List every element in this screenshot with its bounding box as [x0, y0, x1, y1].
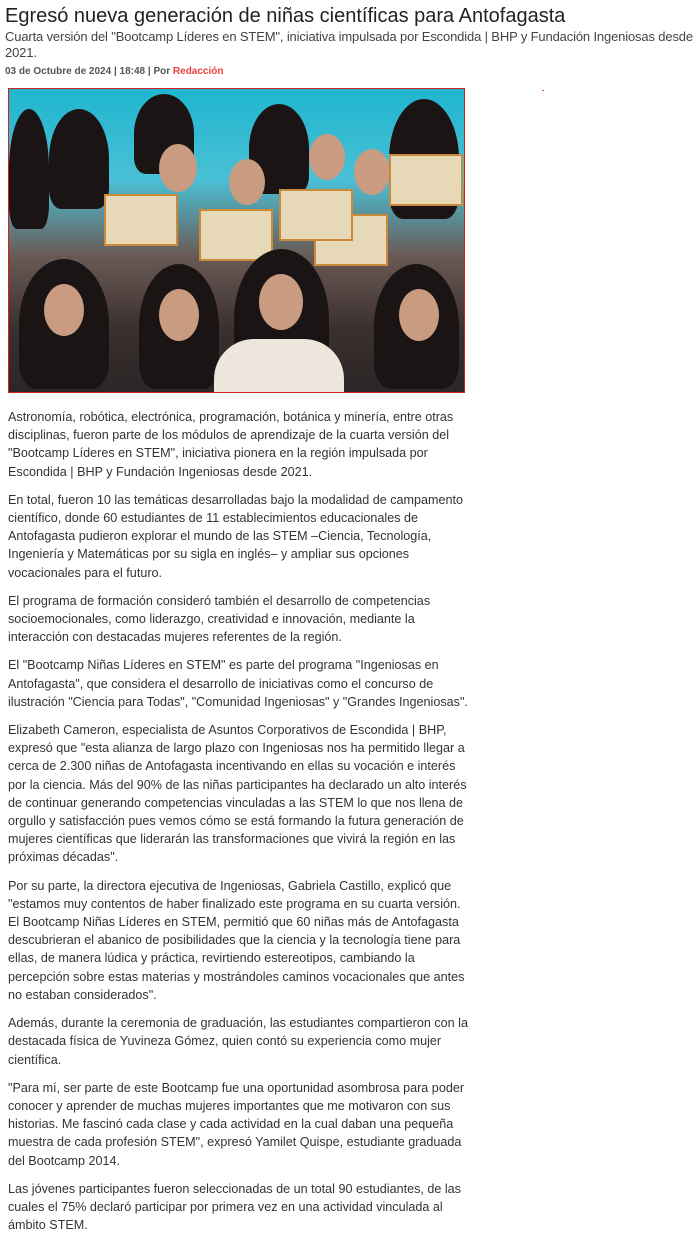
paragraph: En total, fueron 10 las temáticas desarrolladas bajo la modalidad de campamento científico, donde 60 estudiantes de 11 establecimientos educacionales de Antofagasta pudieron explorar el mundo de las STEM –Ciencia, Tecnología, Ingeniería y Matemáticas por su sigla en inglés– y ampliar sus opciones vocacionales para el futuro.	[8, 492, 464, 580]
paragraph: Por su parte, la directora ejecutiva de Ingeniosas, Gabriela Castillo, explicó que "estamos muy contentos de haber finalizado este programa en su cuarta versión. El Bootcamp Niñas Líderes en STEM, permitió que 60 niñas más de Antofagasta descubrieran el abanico de posibilidades que la ciencia y la tecnología tiene para ellas, de manera lúdica y práctica, revirtiendo estereotipos, cambiando la percepción sobre estas materias y mostrándoles caminos vocacionales que antes no estaban considerados".	[8, 878, 465, 1002]
publish-date: 03 de Octubre de 2024 | 18:48 | Por	[5, 66, 173, 77]
paragraph: Las jóvenes participantes fueron seleccionadas de un total 90 estudiantes, de las cuales el 75% declaró participar por primera vez en una actividad vinculada al ámbito STEM.	[8, 1181, 461, 1233]
paragraph: Elizabeth Cameron, especialista de Asuntos Corporativos de Escondida | BHP, expresó que "esta alianza de largo plazo con Ingeniosas nos ha permitido llegar a cerca de 2.300 niñas de Antofagasta incentivando en ellas su vocación e interés por la ciencia. Más del 90% de las niñas participantes ha declarado un alto interés de continuar generando competencias vinculadas a las STEM lo que nos llena de orgullo y satisfacción pues vemos cómo se está formando la futura generación de mujeres científicas que liderarán las transformaciones que vivirá la región en las próximas décadas".	[8, 723, 467, 865]
paragraph: Además, durante la ceremonia de graduación, las estudiantes compartieron con la destacada física de Yuvineza Gómez, quien contó su experiencia como mujer científica.	[8, 1016, 468, 1067]
article-subtitle: Cuarta versión del "Bootcamp Líderes en STEM", iniciativa impulsada por Escondida | BHP y Fundación Ingeniosas desde 2021.	[5, 29, 693, 60]
paragraph: Astronomía, robótica, electrónica, programación, botánica y minería, entre otras disciplinas, fueron parte de los módulos de aprendizaje de la cuarta versión del "Bootcamp Líderes en STEM", iniciativa pionera en la región impulsada por Escondida | BHP y Fundación Ingeniosas desde 2021.	[8, 410, 454, 479]
article-photo	[8, 88, 465, 393]
article-body	[8, 408, 468, 1244]
paragraph: El "Bootcamp Niñas Líderes en STEM" es parte del programa "Ingeniosas en Antofagasta", que considera el desarrollo de iniciativas como el concurso de ilustración "Ciencia para Todas", "Comunidad Ingeniosas" y "Grandes Ingeniosas".	[8, 658, 468, 709]
article-title: Egresó nueva generación de niñas científicas para Antofagasta	[5, 5, 566, 27]
article-meta	[5, 66, 695, 77]
paragraph: "Para mí, ser parte de este Bootcamp fue una oportunidad asombrosa para poder conocer y aprender de muchas mujeres importantes que me motivaron con sus historias. Me fascinó cada clase y cada actividad en la cual daban una pequeña muestra de cada profesión STEM", expresó Yamilet Quispe, estudiante graduada del Bootcamp 2014.	[8, 1080, 465, 1168]
paragraph: El programa de formación consideró también el desarrollo de competencias socioemocionales, como liderazgo, creatividad e innovación, mediante la interacción con destacadas mujeres referentes de la región.	[8, 593, 431, 645]
decorative-dot	[542, 90, 544, 91]
author-link[interactable]: Redacción	[172, 66, 224, 77]
